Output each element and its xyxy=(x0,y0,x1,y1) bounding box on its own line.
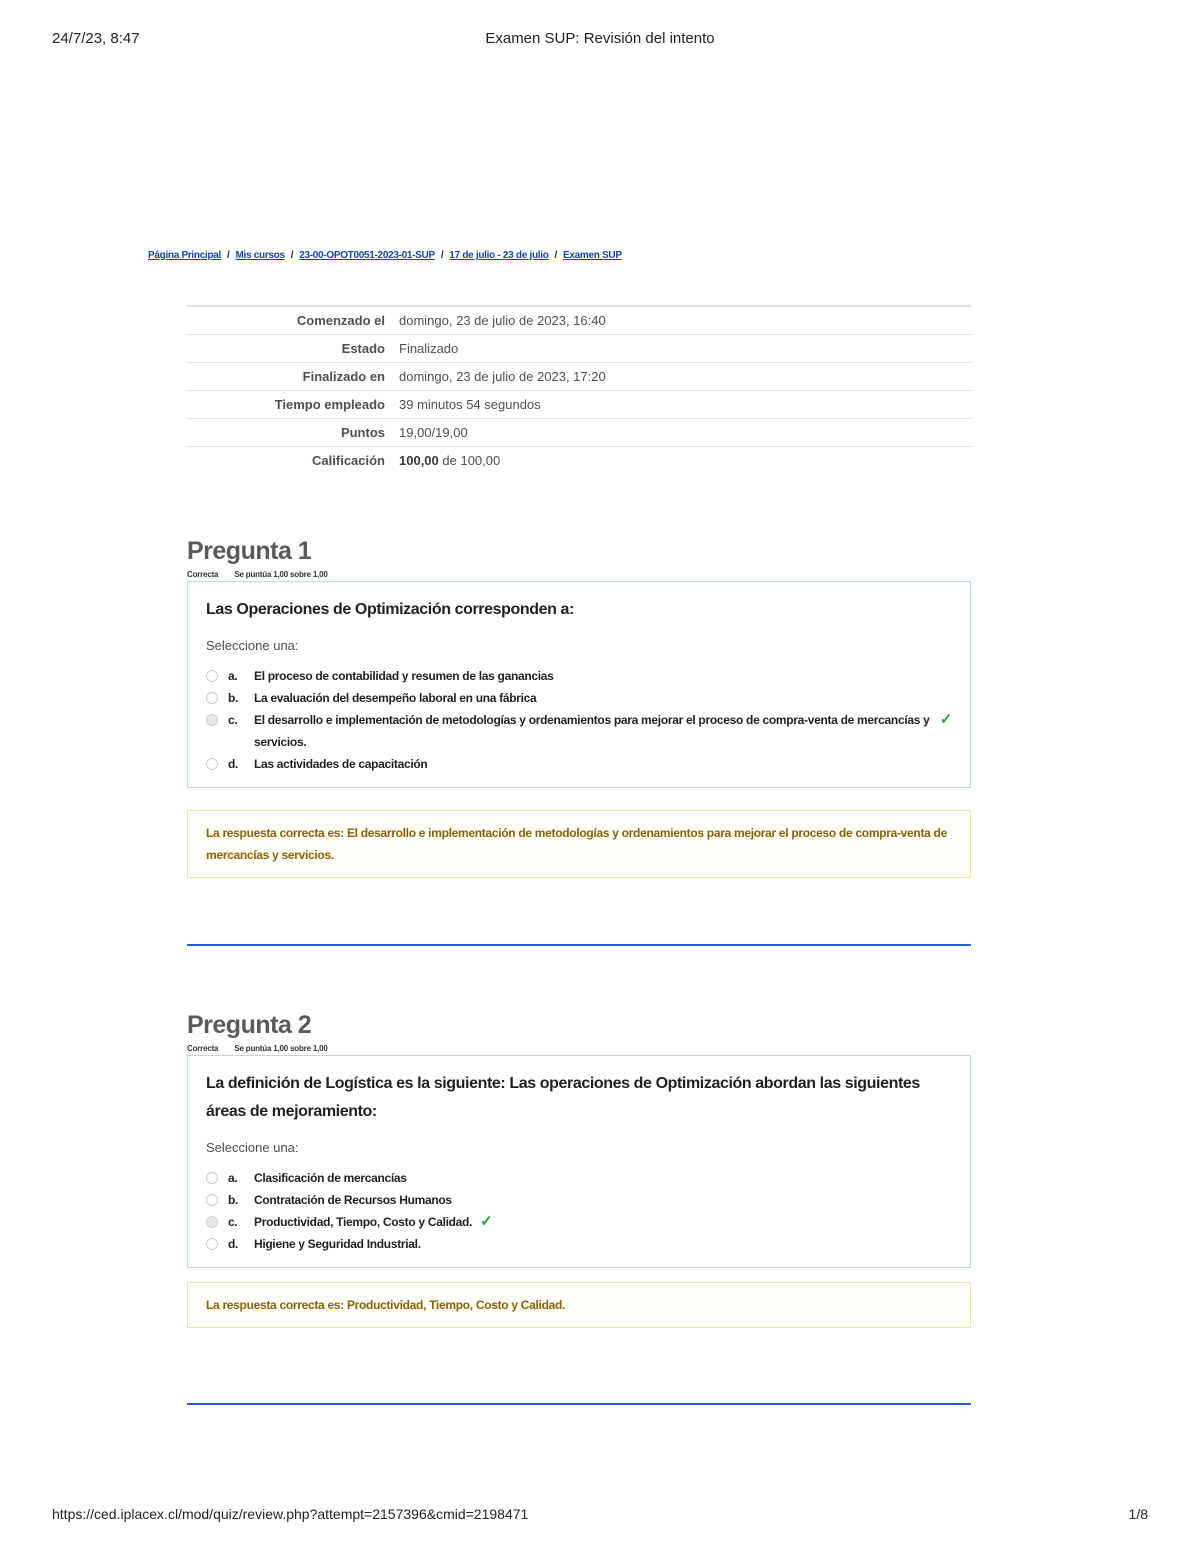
radio-button-selected[interactable] xyxy=(206,1216,218,1228)
radio-button[interactable] xyxy=(206,1238,218,1250)
question-content-box xyxy=(187,1055,971,1268)
answer-option-b xyxy=(206,687,952,709)
answer-text: El desarrollo e implementación de metodologías y ordenamientos para mejorar el proceso de compra-venta de mercancías y servicios. xyxy=(254,713,930,749)
question-title: Pregunta 2 xyxy=(187,1011,312,1039)
answer-letter: d. xyxy=(228,757,239,771)
question-info xyxy=(187,1044,971,1055)
radio-button[interactable] xyxy=(206,758,218,770)
radio-button[interactable] xyxy=(206,670,218,682)
document-title: Examen SUP: Revisión del intento xyxy=(485,30,715,47)
summary-row-completed xyxy=(187,363,971,391)
attempt-summary-table xyxy=(187,305,971,474)
answer-option-c xyxy=(206,709,952,753)
print-footer xyxy=(52,1506,1148,1526)
summary-label: Finalizado en xyxy=(302,369,385,384)
check-icon: ✓ xyxy=(939,711,952,728)
question-1 xyxy=(187,536,971,878)
radio-button-selected[interactable] xyxy=(206,714,218,726)
breadcrumb-my-courses[interactable]: Mis cursos xyxy=(235,250,285,261)
summary-value xyxy=(397,447,971,475)
question-text: La definición de Logística es la siguiente: Las operaciones de Optimización abordan las siguientes áreas de mejoramiento: xyxy=(206,1075,920,1120)
summary-label: Calificación xyxy=(312,453,385,468)
answer-text: Higiene y Seguridad Industrial. xyxy=(254,1237,421,1251)
question-grade: Se puntúa 1,00 sobre 1,00 xyxy=(234,570,328,579)
summary-label: Comenzado el xyxy=(296,313,385,328)
answer-option-d xyxy=(206,753,952,775)
breadcrumb-week[interactable]: 17 de julio - 23 de julio xyxy=(449,250,549,261)
breadcrumb-separator: / xyxy=(227,250,230,261)
grade-max: de 100,00 xyxy=(442,453,501,468)
summary-value: domingo, 23 de julio de 2023, 17:20 xyxy=(399,369,606,384)
breadcrumb-separator: / xyxy=(290,250,294,261)
question-title: Pregunta 1 xyxy=(187,537,312,565)
answer-option-a xyxy=(206,665,952,687)
summary-row-grade xyxy=(187,447,971,475)
answer-letter: c. xyxy=(228,713,238,727)
print-date: 24/7/23, 8:47 xyxy=(52,30,140,47)
right-answer-feedback: La respuesta correcta es: Productividad, Tiempo, Costo y Calidad. xyxy=(187,1282,971,1328)
summary-value: Finalizado xyxy=(399,341,459,356)
breadcrumb-separator: / xyxy=(554,250,558,261)
summary-row-time-taken xyxy=(187,391,971,419)
question-content-box xyxy=(187,581,971,788)
breadcrumb-quiz[interactable]: Examen SUP xyxy=(563,250,622,261)
summary-label: Tiempo empleado xyxy=(274,397,385,412)
question-info xyxy=(187,570,971,581)
answer-letter: b. xyxy=(228,1193,239,1207)
summary-value: 19,00/19,00 xyxy=(399,425,468,440)
summary-row-marks xyxy=(187,419,971,447)
answer-letter: c. xyxy=(228,1215,238,1229)
question-2 xyxy=(187,1010,971,1328)
question-text: Las Operaciones de Optimización corresponden a: xyxy=(206,601,574,618)
answer-text: El proceso de contabilidad y resumen de las ganancias xyxy=(254,669,554,683)
page-number: 1/8 xyxy=(1128,1506,1148,1522)
question-divider xyxy=(187,944,971,946)
print-header xyxy=(52,30,1148,50)
breadcrumb-home[interactable]: Página Principal xyxy=(148,250,222,261)
answer-prompt: Seleccione una: xyxy=(206,638,299,653)
radio-button[interactable] xyxy=(206,1194,218,1206)
answer-letter: d. xyxy=(228,1237,239,1251)
answer-text: Clasificación de mercancías xyxy=(254,1171,407,1185)
answer-letter: a. xyxy=(228,1171,238,1185)
answer-text: Las actividades de capacitación xyxy=(254,757,428,771)
breadcrumb xyxy=(148,250,622,261)
answer-letter: a. xyxy=(228,669,238,683)
summary-row-state xyxy=(187,335,971,363)
question-divider xyxy=(187,1403,971,1405)
grade-value: 100,00 xyxy=(399,453,439,468)
summary-label: Estado xyxy=(341,341,385,356)
right-answer-feedback: La respuesta correcta es: El desarrollo e implementación de metodologías y ordenamientos para mejorar el proceso de compra-venta de mercancías y servicios. xyxy=(187,810,971,878)
answer-option-a xyxy=(206,1167,952,1189)
answer-option-d xyxy=(206,1233,952,1255)
answer-option-c xyxy=(206,1211,952,1233)
answer-prompt: Seleccione una: xyxy=(206,1140,299,1155)
answer-text: La evaluación del desempeño laboral en una fábrica xyxy=(254,691,537,705)
summary-label: Puntos xyxy=(340,425,385,440)
check-icon: ✓ xyxy=(480,1213,493,1230)
answer-letter: b. xyxy=(228,691,239,705)
question-state: Correcta xyxy=(187,1044,219,1053)
page-url: https://ced.iplacex.cl/mod/quiz/review.php?attempt=2157396&cmid=2198471 xyxy=(52,1506,529,1522)
radio-button[interactable] xyxy=(206,692,218,704)
radio-button[interactable] xyxy=(206,1172,218,1184)
answer-text: Productividad, Tiempo, Costo y Calidad. xyxy=(254,1215,473,1229)
answer-option-b xyxy=(206,1189,952,1211)
summary-value: domingo, 23 de julio de 2023, 16:40 xyxy=(399,313,606,328)
question-grade: Se puntúa 1,00 sobre 1,00 xyxy=(234,1044,328,1053)
breadcrumb-separator: / xyxy=(440,250,444,261)
answer-text: Contratación de Recursos Humanos xyxy=(254,1193,452,1207)
summary-row-started xyxy=(187,306,971,335)
question-state: Correcta xyxy=(187,570,219,579)
breadcrumb-course[interactable]: 23-00-OPOT0051-2023-01-SUP xyxy=(299,250,435,261)
summary-value: 39 minutos 54 segundos xyxy=(399,397,541,412)
